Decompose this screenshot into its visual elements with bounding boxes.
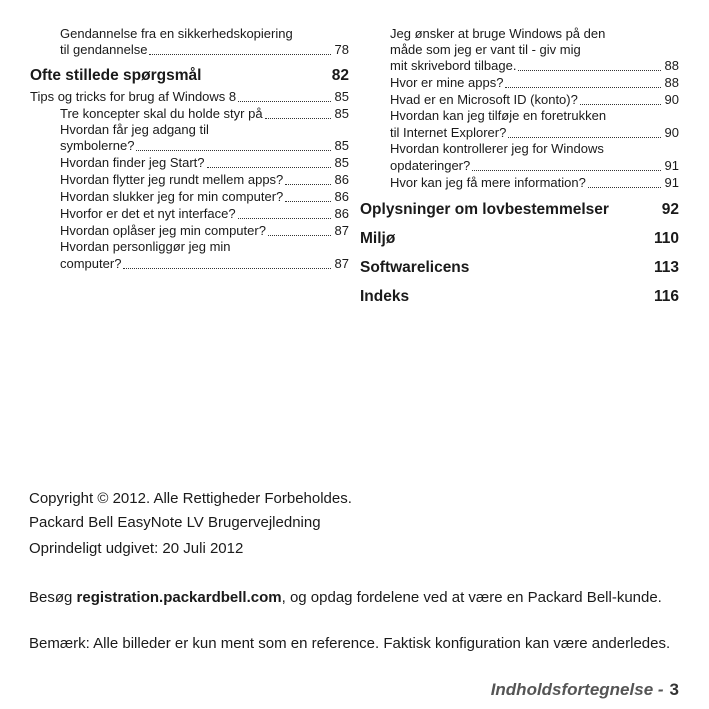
toc-dot-leader xyxy=(508,136,660,138)
toc-entry-title: til gendannelse xyxy=(60,42,148,57)
toc-entry[interactable] xyxy=(30,256,349,272)
toc-entry-text: Hvordan får jeg adgang til xyxy=(60,122,209,137)
toc-entry-page: 87 xyxy=(334,256,349,271)
toc-entry[interactable] xyxy=(360,75,679,91)
toc-entry-text: Hvordan kontrollerer jeg for Windows xyxy=(390,141,604,156)
toc-entry-page: 85 xyxy=(334,106,349,121)
toc-chapter-page: 113 xyxy=(653,259,679,276)
registration-prefix: Besøg xyxy=(29,589,77,606)
toc-entry-title: Hvordan slukker jeg for min computer? xyxy=(60,189,284,204)
toc-dot-leader xyxy=(580,103,661,105)
toc-entry[interactable] xyxy=(30,138,349,154)
toc-chapter-title: Oplysninger om lovbestemmelser xyxy=(360,201,609,218)
copyright-text: Copyright © 2012. Alle Rettigheder Forbeholdes. xyxy=(29,490,352,507)
toc-entry-title: Hvordan finder jeg Start? xyxy=(60,155,205,170)
toc-entry-title: symbolerne? xyxy=(60,138,135,153)
registration-link[interactable]: registration.packardbell.com xyxy=(76,589,282,606)
toc-entry[interactable] xyxy=(360,125,679,141)
toc-entry-page: 85 xyxy=(334,138,349,153)
toc-section-tips[interactable] xyxy=(30,89,349,105)
toc-entry-title: Hvor kan jeg få mere information? xyxy=(390,175,586,190)
toc-entry-title: Hvorfor er det et nyt interface? xyxy=(60,206,236,221)
toc-dot-leader xyxy=(472,169,660,171)
copyright-notice xyxy=(29,488,679,510)
toc-entry[interactable] xyxy=(360,158,679,174)
toc-entry-page: 86 xyxy=(334,206,349,221)
toc-entry-page: 78 xyxy=(334,42,349,57)
toc-dot-leader xyxy=(207,166,331,168)
toc-entry[interactable] xyxy=(30,155,349,171)
toc-entry[interactable] xyxy=(30,206,349,222)
product-title: Packard Bell EasyNote LV Brugervejledning xyxy=(29,514,321,531)
toc-entry-title: opdateringer? xyxy=(390,158,471,173)
product-notice xyxy=(29,512,679,534)
toc-entry-title: computer? xyxy=(60,256,122,271)
toc-dot-leader xyxy=(588,186,661,188)
toc-chapter-page: 82 xyxy=(331,67,349,84)
toc-dot-leader xyxy=(238,100,330,102)
toc-entry-title: Hvordan flytter jeg rundt mellem apps? xyxy=(60,172,284,187)
toc-entry-text: måde som jeg er vant til - giv mig xyxy=(390,42,581,57)
toc-chapter-software-license[interactable] xyxy=(360,258,679,278)
publish-notice xyxy=(29,538,679,560)
toc-dot-leader xyxy=(505,86,660,88)
toc-chapter-title: Indeks xyxy=(360,288,410,305)
toc-section-title: Tips og tricks for brug af Windows 8 xyxy=(30,89,237,104)
toc-entry-page: 86 xyxy=(334,172,349,187)
footer-section-title: Indholdsfortegnelse - xyxy=(490,680,664,699)
toc-chapter-regulatory[interactable] xyxy=(360,200,679,220)
footer-page-number: 3 xyxy=(669,680,679,699)
toc-entry-title: til Internet Explorer? xyxy=(390,125,507,140)
toc-chapter-environment[interactable] xyxy=(360,229,679,249)
toc-chapter-page: 92 xyxy=(661,201,679,218)
toc-chapter-title: Miljø xyxy=(360,230,396,247)
toc-entry-page: 87 xyxy=(334,223,349,238)
toc-dot-leader xyxy=(285,200,330,202)
toc-dot-leader xyxy=(238,217,331,219)
toc-dot-leader xyxy=(285,183,330,185)
toc-section-page: 85 xyxy=(334,89,349,104)
toc-entry[interactable] xyxy=(360,92,679,108)
toc-chapter-title: Softwarelicens xyxy=(360,259,470,276)
page-footer xyxy=(491,680,679,700)
toc-dot-leader xyxy=(136,149,330,151)
toc-dot-leader xyxy=(265,117,331,119)
registration-suffix: , og opdag fordelene ved at være en Packard Bell-kunde. xyxy=(281,589,662,606)
toc-entry[interactable] xyxy=(30,42,349,58)
toc-entry-title: Hvad er en Microsoft ID (konto)? xyxy=(390,92,578,107)
toc-dot-leader xyxy=(518,69,660,71)
toc-entry[interactable] xyxy=(30,189,349,205)
toc-dot-leader xyxy=(123,267,330,269)
toc-entry[interactable] xyxy=(30,106,349,122)
toc-entry-text: Jeg ønsker at bruge Windows på den xyxy=(390,26,606,41)
toc-entry[interactable] xyxy=(360,58,679,74)
toc-entry-page: 90 xyxy=(664,125,679,140)
toc-chapter-faq[interactable] xyxy=(30,66,349,86)
toc-entry-title: mit skrivebord tilbage. xyxy=(390,58,517,73)
registration-notice xyxy=(29,587,679,609)
toc-entry-page: 88 xyxy=(664,75,679,90)
toc-entry-page: 91 xyxy=(664,175,679,190)
toc-entry-text: Gendannelse fra en sikkerhedskopiering xyxy=(60,26,293,41)
toc-entry-page: 90 xyxy=(664,92,679,107)
toc-entry-text: Hvordan personliggør jeg min xyxy=(60,239,231,254)
toc-chapter-title: Ofte stillede spørgsmål xyxy=(30,67,202,84)
toc-entry-page: 85 xyxy=(334,155,349,170)
toc-chapter-page: 116 xyxy=(653,288,679,305)
toc-entry-page: 91 xyxy=(664,158,679,173)
toc-entry[interactable] xyxy=(30,172,349,188)
toc-entry[interactable] xyxy=(30,223,349,239)
toc-entry[interactable] xyxy=(360,175,679,191)
remark-text: Bemærk: Alle billeder er kun ment som en reference. Faktisk konfiguration kan være anderledes. xyxy=(29,635,671,652)
toc-entry-text: Hvordan kan jeg tilføje en foretrukken xyxy=(390,108,607,123)
toc-entry-title: Hvordan oplåser jeg min computer? xyxy=(60,223,266,238)
toc-chapter-page: 110 xyxy=(653,230,679,247)
toc-chapter-index[interactable] xyxy=(360,287,679,307)
toc-entry-title: Tre koncepter skal du holde styr på xyxy=(60,106,263,121)
toc-entry-title: Hvor er mine apps? xyxy=(390,75,504,90)
toc-entry-page: 86 xyxy=(334,189,349,204)
toc-entry-page: 88 xyxy=(664,58,679,73)
toc-dot-leader xyxy=(268,234,331,236)
publish-date: Oprindeligt udgivet: 20 Juli 2012 xyxy=(29,540,244,557)
remark-notice xyxy=(29,633,679,655)
toc-dot-leader xyxy=(149,53,330,55)
